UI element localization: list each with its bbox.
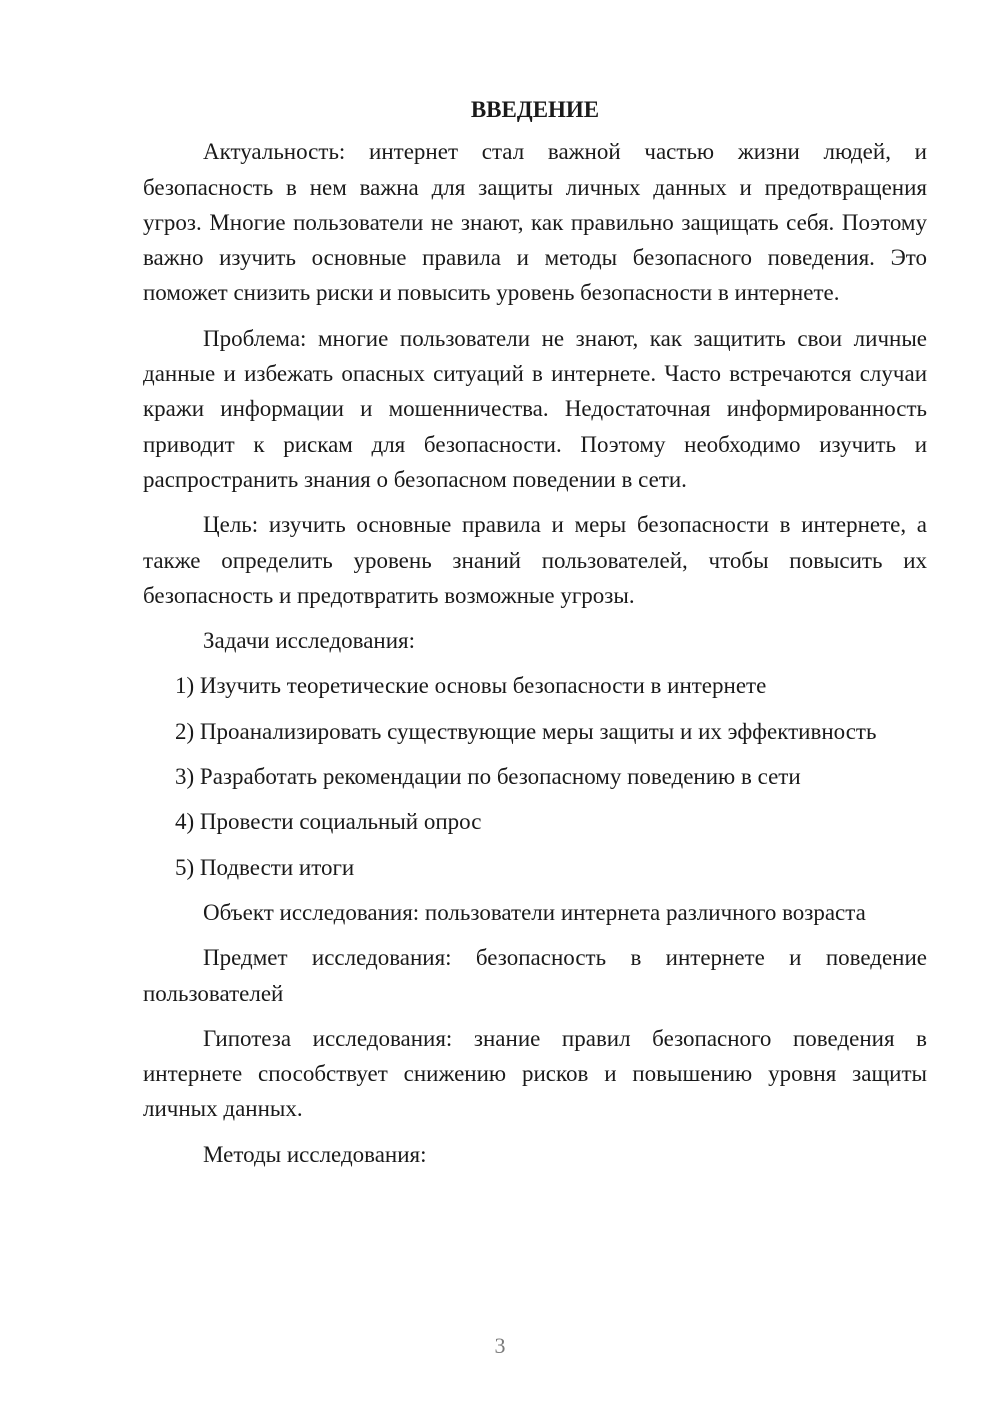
page-content	[143, 92, 927, 1182]
paragraph-subject: Предмет исследования: безопасность в интернете и поведение пользователей	[143, 945, 927, 1006]
task-item-5: 5) Подвести итоги	[175, 854, 355, 880]
task-item-4: 4) Провести социальный опрос	[175, 809, 482, 835]
paragraph-problem: Проблема: многие пользователи не знают, как защитить свои личные данные и избежать опасных ситуаций в интернете. Часто встречаются случаи кражи информации и мошенничества. Недостаточная информированность приводит к рискам для безопасности. Поэтому необходимо изучить и распространить знания о безопасном поведении в сети.	[143, 325, 927, 492]
paragraph-object: Объект исследования: пользователи интернета различного возраста	[203, 899, 866, 925]
task-item-2: 2) Проанализировать существующие меры защиты и их эффективность	[175, 718, 877, 744]
page-number: 3	[494, 1333, 506, 1358]
paragraph-methods: Методы исследования:	[203, 1141, 427, 1167]
task-item-1: 1) Изучить теоретические основы безопасности в интернете	[175, 673, 767, 699]
page-title: ВВЕДЕНИЕ	[470, 97, 600, 122]
task-item-3: 3) Разработать рекомендации по безопасному поведению в сети	[175, 764, 801, 790]
paragraph-relevance: Актуальность: интернет стал важной частью жизни людей, и безопасность в нем важна для защиты личных данных и предотвращения угроз. Многие пользователи не знают, как правильно защищать себя. Поэтому важно изучить основные правила и методы безопасного поведения. Это поможет снизить риски и повысить уровень безопасности в интернете.	[143, 139, 927, 306]
tasks-heading: Задачи исследования:	[203, 628, 416, 654]
paragraph-hypothesis: Гипотеза исследования: знание правил безопасного поведения в интернете способствует снижению рисков и повышению уровня защиты личных данных.	[143, 1025, 927, 1122]
paragraph-goal: Цель: изучить основные правила и меры безопасности в интернете, а также определить уровень знаний пользователей, чтобы повысить их безопасность и предотвратить возможные угрозы.	[143, 512, 927, 608]
